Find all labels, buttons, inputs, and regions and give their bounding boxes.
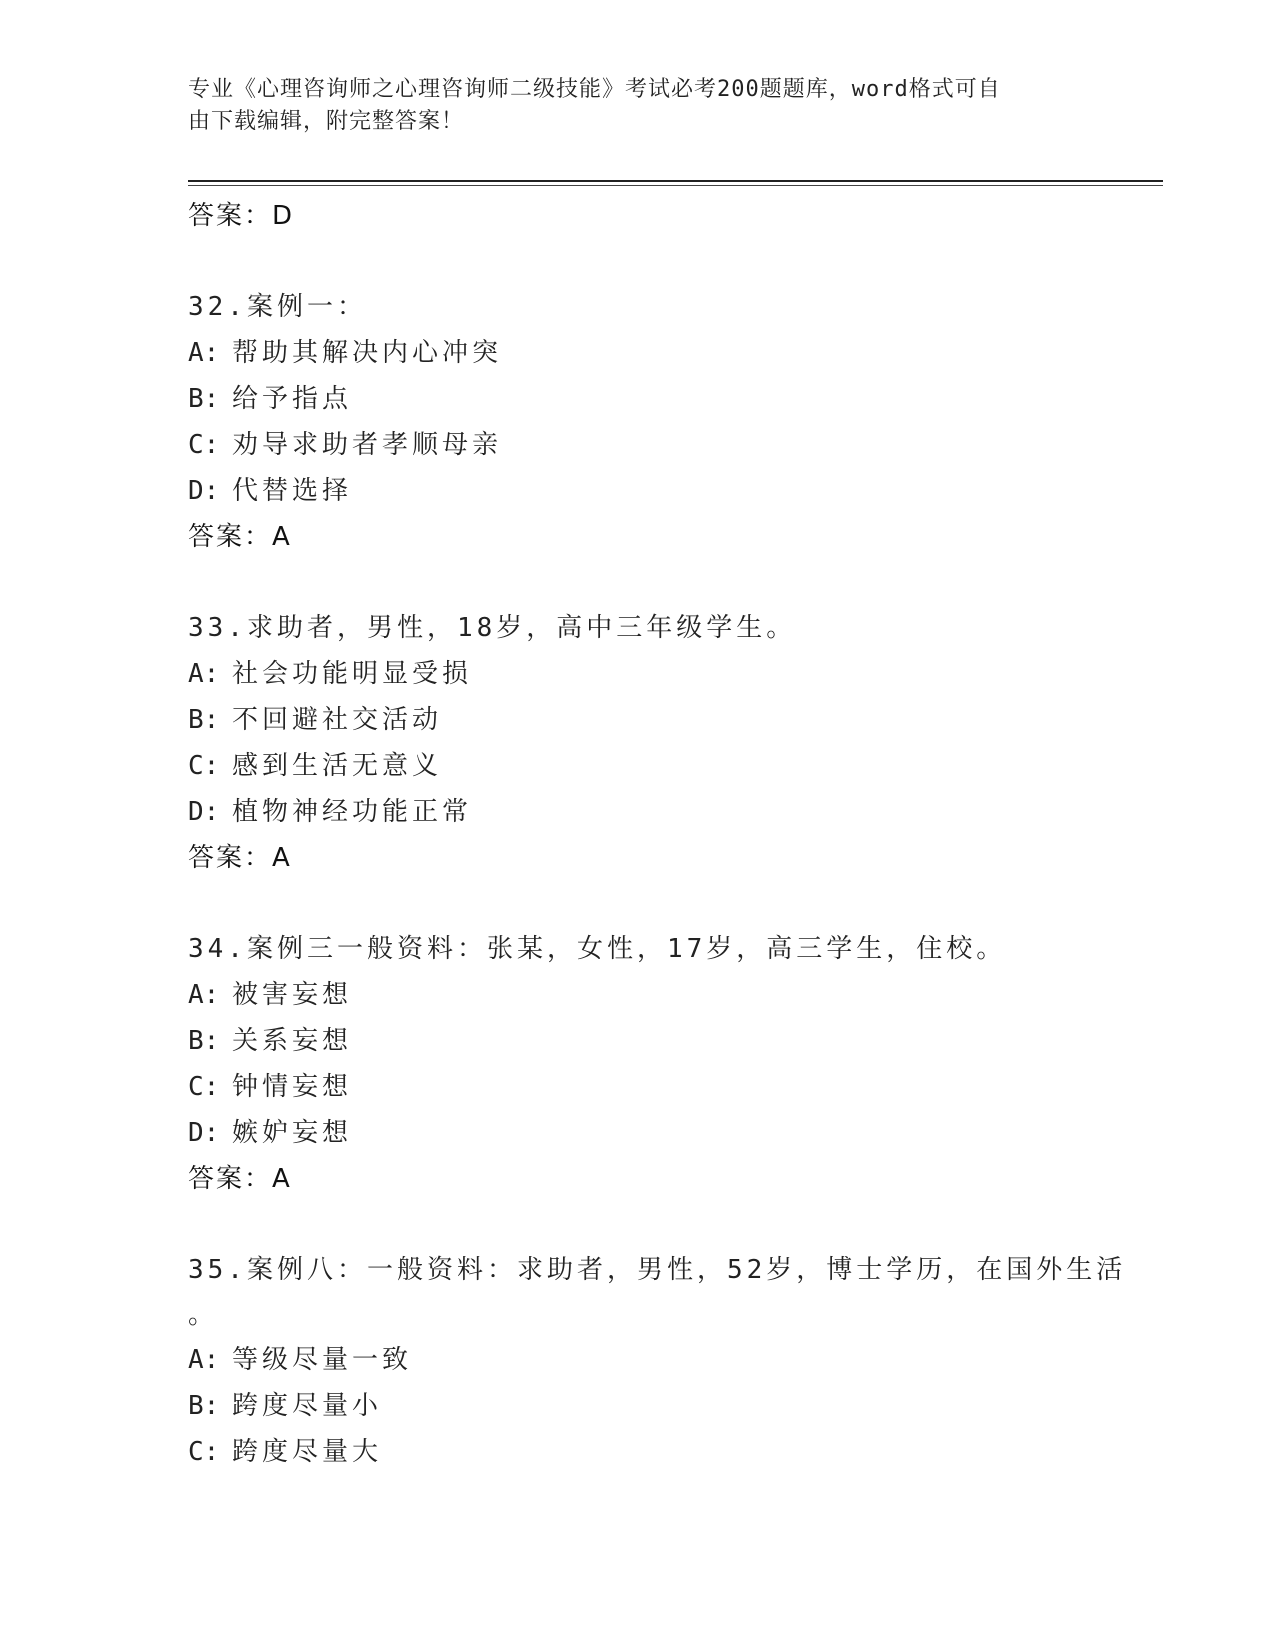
option-b — [188, 376, 1088, 422]
option-text: 不回避社交活动 — [232, 705, 443, 735]
option-text: 跨度尽量小 — [232, 1391, 383, 1421]
question-list — [188, 193, 1127, 1475]
option-c — [188, 1064, 1088, 1110]
option-text: 跨度尽量大 — [232, 1437, 383, 1467]
option-d — [188, 789, 1088, 835]
document-header — [188, 74, 1068, 138]
question-stem: 34.案例三一般资料：张某，女性，17岁，高三学生，住校。 — [188, 934, 1007, 964]
answer: 答案：A — [188, 843, 292, 873]
option-text: 劝导求助者孝顺母亲 — [232, 430, 503, 460]
option-text: 钟情妄想 — [232, 1072, 353, 1102]
option-letter: B: — [188, 1026, 220, 1056]
option-letter: A: — [188, 1345, 220, 1375]
option-text: 等级尽量一致 — [232, 1345, 413, 1375]
answer: 答案：A — [188, 1164, 292, 1194]
option-d — [188, 1110, 1088, 1156]
option-letter: C: — [188, 430, 220, 460]
option-letter: D: — [188, 797, 220, 827]
question-35 — [188, 1247, 1127, 1475]
answer: 答案：A — [188, 522, 292, 552]
question-stem-continuation: 。 — [188, 1300, 215, 1330]
option-c — [188, 1429, 1088, 1475]
question-stem: 32.案例一： — [188, 292, 367, 322]
option-letter: D: — [188, 476, 220, 506]
option-text: 被害妄想 — [232, 980, 353, 1010]
option-b — [188, 1018, 1088, 1064]
previous-answer: 答案：D — [188, 201, 295, 231]
option-c — [188, 422, 1088, 468]
option-letter: B: — [188, 384, 220, 414]
question-34 — [188, 926, 1088, 1202]
option-b — [188, 697, 1088, 743]
option-c — [188, 743, 1088, 789]
option-letter: C: — [188, 1072, 220, 1102]
header-divider-thick — [188, 180, 1163, 182]
header-divider-thin — [188, 185, 1163, 186]
question-32 — [188, 284, 1088, 560]
option-a — [188, 972, 1088, 1018]
option-text: 给予指点 — [232, 384, 353, 414]
option-letter: A: — [188, 659, 220, 689]
option-a — [188, 1337, 1088, 1383]
option-text: 社会功能明显受损 — [232, 659, 473, 689]
question-stem: 35.案例八：一般资料：求助者，男性，52岁，博士学历，在国外生活 — [188, 1255, 1127, 1285]
question-stem: 33.求助者，男性，18岁，高中三年级学生。 — [188, 613, 797, 643]
option-b — [188, 1383, 1088, 1429]
option-d — [188, 468, 1088, 514]
option-letter: A: — [188, 980, 220, 1010]
option-a — [188, 651, 1088, 697]
option-letter: B: — [188, 1391, 220, 1421]
option-letter: D: — [188, 1118, 220, 1148]
option-text: 代替选择 — [232, 476, 353, 506]
option-text: 嫉妒妄想 — [232, 1118, 353, 1148]
option-text: 帮助其解决内心冲突 — [232, 338, 503, 368]
header-line-2: 由下载编辑，附完整答案！ — [188, 109, 465, 134]
option-text: 关系妄想 — [232, 1026, 353, 1056]
header-line-1: 专业《心理咨询师之心理咨询师二级技能》考试必考200题题库，word格式可自 — [188, 77, 1001, 102]
option-letter: C: — [188, 751, 220, 781]
option-letter: C: — [188, 1437, 220, 1467]
option-text: 植物神经功能正常 — [232, 797, 473, 827]
option-letter: B: — [188, 705, 220, 735]
question-33 — [188, 605, 1088, 881]
option-text: 感到生活无意义 — [232, 751, 443, 781]
option-a — [188, 330, 1088, 376]
option-letter: A: — [188, 338, 220, 368]
